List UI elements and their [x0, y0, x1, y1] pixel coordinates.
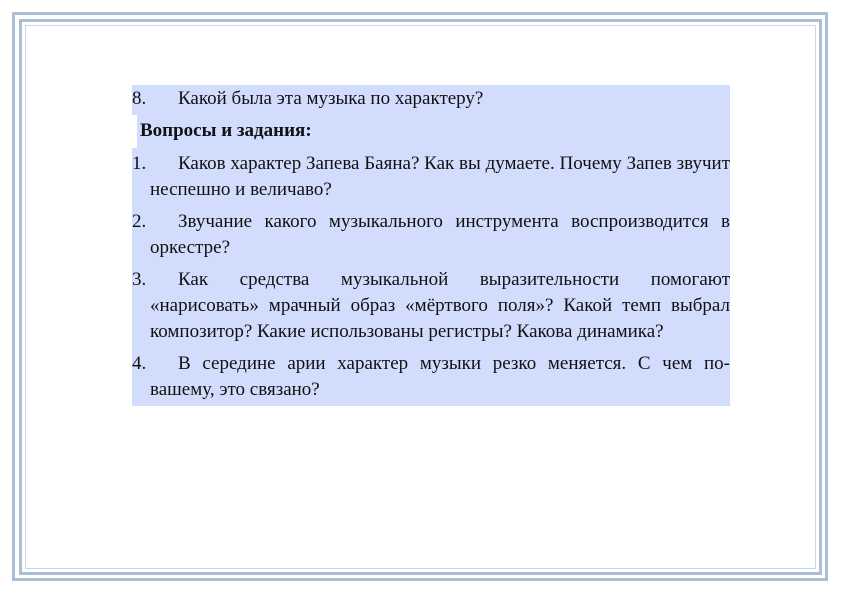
section-heading: Вопросы и задания: [132, 115, 312, 148]
list-item [132, 148, 730, 206]
list-item-number: 2. [132, 211, 147, 232]
list-item-prev [132, 85, 730, 115]
slide-content [132, 85, 730, 406]
list-item-number: 3. [132, 269, 147, 290]
section-heading-row [132, 115, 730, 148]
list-item-number: 1. [132, 153, 147, 174]
list-item-text: Каков характер Запева Баяна? Как вы думаете. Почему Запев звучит неспешно и величаво? [150, 153, 730, 200]
list-item-text: Какой была эта музыка по характеру? [178, 88, 484, 109]
list-item [132, 348, 730, 406]
list-item-number: 4. [132, 353, 147, 374]
list-item-text: Как средства музыкальной выразительности помогают «нарисовать» мрачный образ «мёртвого поля»? Какой темп выбрал композитор? Какие использованы регистры? Какова динамика? [150, 269, 730, 342]
list-item [132, 264, 730, 348]
list-item-text: Звучание какого музыкального инструмента воспроизводится в оркестре? [150, 211, 730, 258]
list-item-text: В середине арии характер музыки резко меняется. С чем по-вашему, это связано? [150, 353, 730, 400]
list-item-number: 8. [132, 88, 147, 109]
list-item [132, 206, 730, 264]
